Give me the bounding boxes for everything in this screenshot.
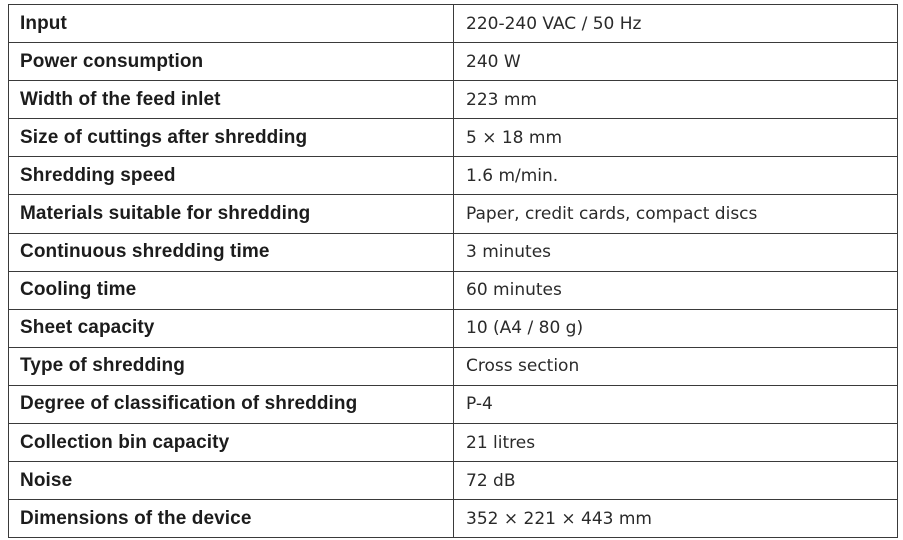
spec-label: Size of cuttings after shredding — [9, 119, 454, 157]
spec-label: Dimensions of the device — [9, 500, 454, 538]
spec-row-noise — [9, 462, 898, 500]
spec-value: 220-240 VAC / 50 Hz — [454, 5, 898, 43]
spec-value: 10 (A4 / 80 g) — [454, 309, 898, 347]
spec-value: 352 × 221 × 443 mm — [454, 500, 898, 538]
spec-label: Type of shredding — [9, 347, 454, 385]
spec-value: Paper, credit cards, compact discs — [454, 195, 898, 233]
spec-label: Continuous shredding time — [9, 233, 454, 271]
spec-label: Shredding speed — [9, 157, 454, 195]
spec-row-dimensions — [9, 500, 898, 538]
spec-value: 60 minutes — [454, 271, 898, 309]
spec-value: P-4 — [454, 385, 898, 423]
spec-row-continuous-time — [9, 233, 898, 271]
spec-row-bin-capacity — [9, 424, 898, 462]
specifications-table — [8, 4, 898, 538]
spec-value: Cross section — [454, 347, 898, 385]
spec-label: Noise — [9, 462, 454, 500]
spec-value: 72 dB — [454, 462, 898, 500]
spec-row-classification-degree — [9, 385, 898, 423]
spec-label: Input — [9, 5, 454, 43]
spec-row-shredding-speed — [9, 157, 898, 195]
spec-row-input — [9, 5, 898, 43]
spec-label: Cooling time — [9, 271, 454, 309]
spec-label: Collection bin capacity — [9, 424, 454, 462]
spec-value: 5 × 18 mm — [454, 119, 898, 157]
spec-row-shredding-type — [9, 347, 898, 385]
spec-value: 3 minutes — [454, 233, 898, 271]
spec-row-materials — [9, 195, 898, 233]
spec-label: Width of the feed inlet — [9, 81, 454, 119]
spec-value: 240 W — [454, 43, 898, 81]
spec-row-cooling-time — [9, 271, 898, 309]
spec-label: Materials suitable for shredding — [9, 195, 454, 233]
spec-row-feed-inlet-width — [9, 81, 898, 119]
spec-row-sheet-capacity — [9, 309, 898, 347]
spec-label: Sheet capacity — [9, 309, 454, 347]
spec-value: 1.6 m/min. — [454, 157, 898, 195]
spec-label: Degree of classification of shredding — [9, 385, 454, 423]
spec-row-cutting-size — [9, 119, 898, 157]
spec-label: Power consumption — [9, 43, 454, 81]
specifications-table-body — [9, 5, 898, 538]
spec-value: 223 mm — [454, 81, 898, 119]
spec-row-power-consumption — [9, 43, 898, 81]
spec-value: 21 litres — [454, 424, 898, 462]
